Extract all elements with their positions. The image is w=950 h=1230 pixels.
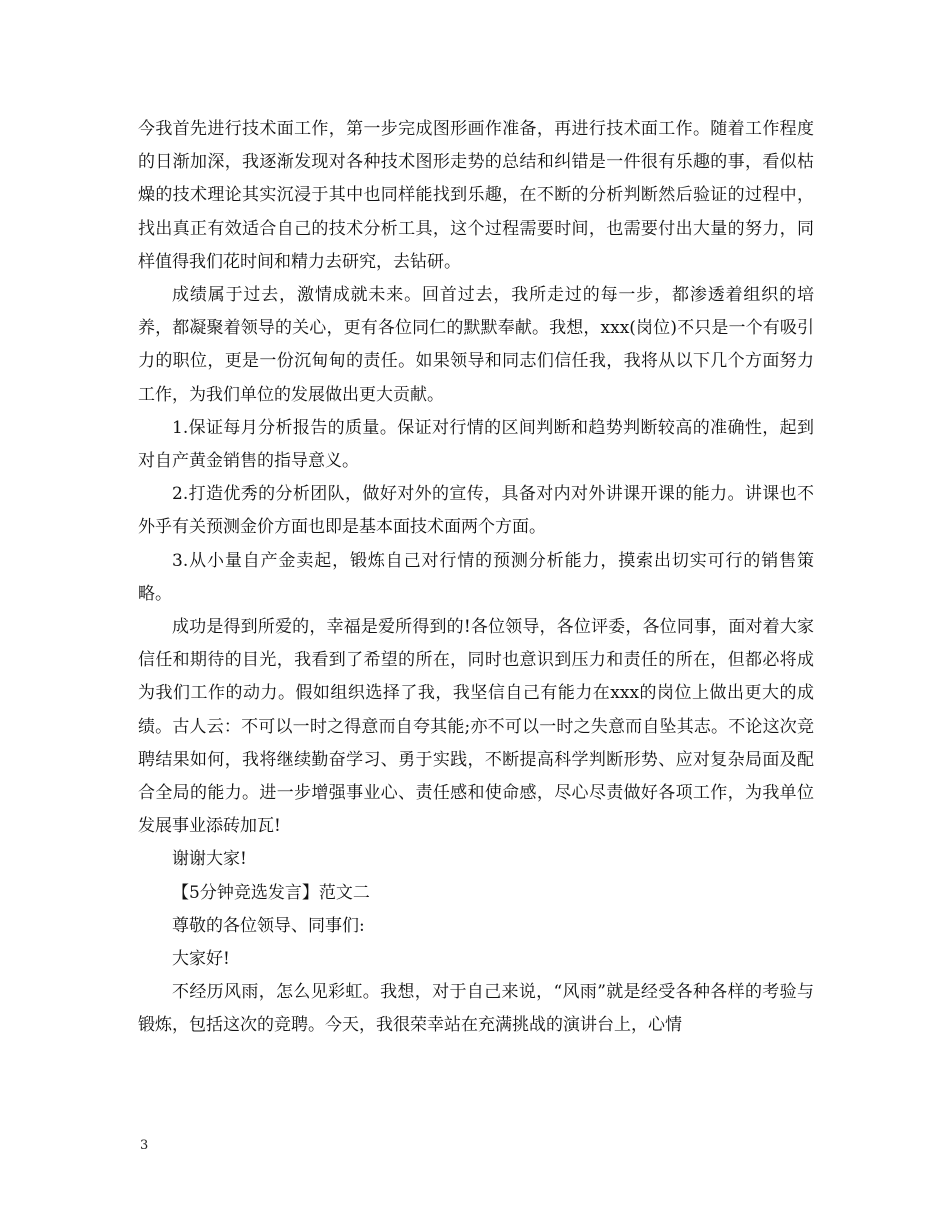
- paragraph-6: 成功是得到所爱的，幸福是爱所得到的!各位领导，各位评委，各位同事，面对着大家信任和期待的目光，我看到了希望的所在，同时也意识到压力和责任的所在，但都必将成为我们工作的动力。假如组织选择了我，我坚信自己有能力在xxx的岗位上做出更大的成绩。古人云：不可以一时之得意而自夸其能;亦不可以一时之失意而自坠其志。不论这次竞聘结果如何，我将继续勤奋学习、勇于实践，不断提高科学判断形势、应对复杂局面及配合全局的能力。进一步增强事业心、责任感和使命感，尽心尽责做好各项工作，为我单位发展事业添砖加瓦!: [138, 617, 814, 837]
- salutation: 尊敬的各位领导、同事们:: [172, 915, 365, 936]
- paragraph-5: 3.从小量自产金卖起，锻炼自己对行情的预测分析能力，摸索出切实可行的销售策略。: [138, 550, 814, 604]
- section-heading: 【5分钟竞选发言】范文二: [172, 882, 370, 903]
- document-body: [138, 113, 814, 1043]
- paragraph-3: 1.保证每月分析报告的质量。保证对行情的区间判断和趋势判断较高的准确性，起到对自产黄金销售的指导意义。: [138, 417, 814, 472]
- paragraph-4: 2.打造优秀的分析团队，做好对外的宣传，具备对内对外讲课开课的能力。讲课也不外乎有关预测金价方面也即是基本面技术面两个方面。: [138, 484, 814, 538]
- paragraph-1: 今我首先进行技术面工作，第一步完成图形画作准备，再进行技术面工作。随着工作程度的日渐加深，我逐渐发现对各种技术图形走势的总结和纠错是一件很有乐趣的事，看似枯燥的技术理论其实沉浸于其中也同样能找到乐趣，在不断的分析判断然后验证的过程中，找出真正有效适合自己的技术分析工具，这个过程需要时间，也需要付出大量的努力，同样值得我们花时间和精力去研究，去钻研。: [138, 119, 814, 272]
- paragraph-7: 谢谢大家!: [172, 849, 247, 870]
- page-number: 3: [140, 1138, 149, 1153]
- greeting: 大家好!: [172, 949, 230, 970]
- paragraph-2: 成绩属于过去，激情成就未来。回首过去，我所走过的每一步，都渗透着组织的培养，都凝聚着领导的关心，更有各位同仁的默默奉献。我想，xxx(岗位)不只是一个有吸引力的职位，更是一份沉甸甸的责任。如果领导和同志们信任我，我将从以下几个方面努力工作，为我们单位的发展做出更大贡献。: [138, 285, 814, 405]
- paragraph-11: 不经历风雨，怎么见彩虹。我想，对于自己来说，“风雨”就是经受各种各样的考验与锻炼，包括这次的竞聘。今天，我很荣幸站在充满挑战的演讲台上，心情: [138, 982, 814, 1036]
